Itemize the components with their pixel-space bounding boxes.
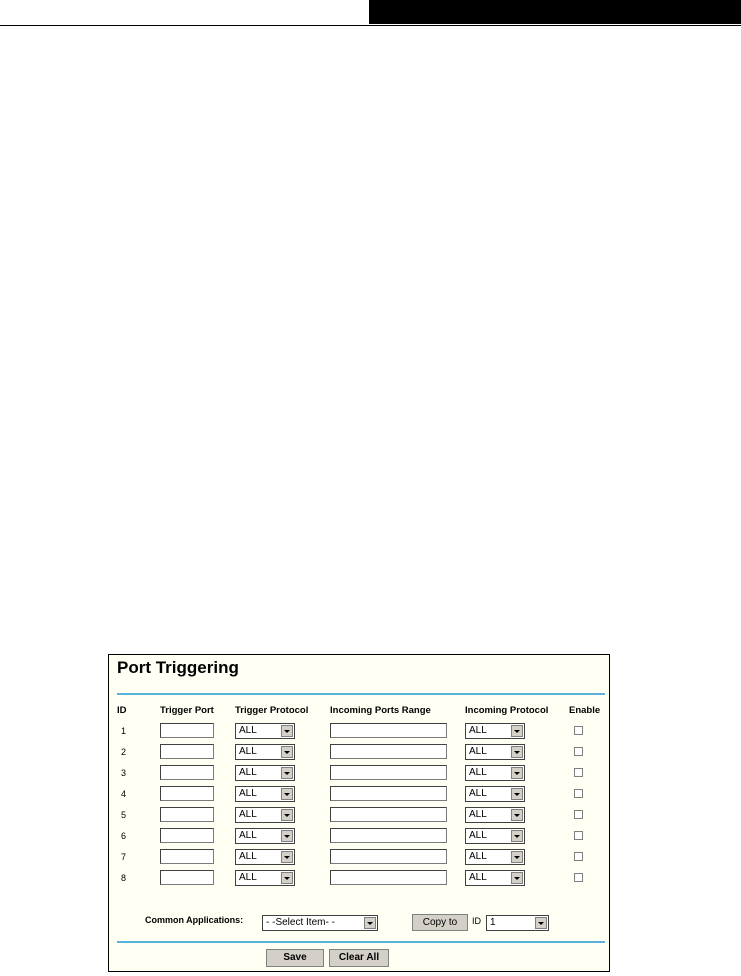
chevron-down-icon [535,917,547,929]
trigger-protocol-select[interactable] [235,786,295,802]
trigger-protocol-value: ALL [239,746,257,757]
incoming-protocol-value: ALL [469,809,487,820]
trigger-port-input[interactable] [160,723,214,738]
incoming-protocol-value: ALL [469,746,487,757]
common-applications-select[interactable] [262,915,378,931]
trigger-protocol-select[interactable] [235,807,295,823]
common-applications-label: Common Applications: [145,915,244,925]
trigger-protocol-value: ALL [239,809,257,820]
chevron-down-icon [511,830,523,842]
table-row [109,786,609,807]
incoming-ports-range-input[interactable] [330,744,447,759]
incoming-protocol-value: ALL [469,725,487,736]
chevron-down-icon [511,725,523,737]
enable-checkbox[interactable] [574,726,583,735]
trigger-port-input[interactable] [160,786,214,801]
incoming-protocol-select[interactable] [465,870,525,886]
trigger-port-input[interactable] [160,849,214,864]
enable-checkbox[interactable] [574,789,583,798]
incoming-protocol-value: ALL [469,872,487,883]
row-id: 3 [121,768,127,778]
trigger-port-input[interactable] [160,828,214,843]
incoming-protocol-value: ALL [469,851,487,862]
copy-id-value: 1 [490,917,496,928]
chevron-down-icon [281,872,293,884]
chevron-down-icon [281,851,293,863]
incoming-ports-range-input[interactable] [330,723,447,738]
trigger-port-input[interactable] [160,744,214,759]
incoming-protocol-value: ALL [469,788,487,799]
chevron-down-icon [281,788,293,800]
header-id: ID [117,705,127,716]
enable-checkbox[interactable] [574,852,583,861]
enable-checkbox[interactable] [574,831,583,840]
trigger-protocol-select[interactable] [235,870,295,886]
incoming-ports-range-input[interactable] [330,807,447,822]
header-incoming-ports-range: Incoming Ports Range [330,705,431,716]
copy-id-label: ID [472,916,481,926]
common-applications-value: - -Select Item- - [266,917,335,928]
incoming-ports-range-input[interactable] [330,849,447,864]
chevron-down-icon [511,809,523,821]
footer-divider [117,941,605,943]
header-incoming-protocol: Incoming Protocol [465,705,549,716]
enable-checkbox[interactable] [574,747,583,756]
incoming-protocol-select[interactable] [465,828,525,844]
row-id: 6 [121,831,127,841]
incoming-protocol-select[interactable] [465,744,525,760]
chevron-down-icon [364,917,376,929]
trigger-protocol-select[interactable] [235,828,295,844]
trigger-protocol-select[interactable] [235,744,295,760]
clear-all-button[interactable]: Clear All [329,949,389,967]
header-rule [0,25,741,26]
row-id: 4 [121,789,127,799]
incoming-ports-range-input[interactable] [330,786,447,801]
enable-checkbox[interactable] [574,873,583,882]
chevron-down-icon [511,872,523,884]
table-row [109,828,609,849]
row-id: 1 [121,726,127,736]
chevron-down-icon [281,809,293,821]
trigger-port-input[interactable] [160,807,214,822]
table-row [109,870,609,891]
row-id: 7 [121,852,127,862]
chevron-down-icon [281,725,293,737]
chevron-down-icon [511,767,523,779]
header-enable: Enable [569,705,601,716]
incoming-ports-range-input[interactable] [330,870,447,885]
incoming-protocol-select[interactable] [465,807,525,823]
enable-checkbox[interactable] [574,810,583,819]
header-black-bar [369,0,741,24]
table-row [109,807,609,828]
copy-id-select[interactable] [486,915,549,931]
table-row [109,744,609,765]
trigger-protocol-value: ALL [239,851,257,862]
incoming-protocol-select[interactable] [465,765,525,781]
enable-checkbox[interactable] [574,768,583,777]
incoming-ports-range-input[interactable] [330,828,447,843]
trigger-port-input[interactable] [160,870,214,885]
table-row [109,849,609,870]
trigger-protocol-value: ALL [239,788,257,799]
chevron-down-icon [511,746,523,758]
trigger-protocol-value: ALL [239,767,257,778]
save-button[interactable]: Save [266,949,324,967]
port-triggering-panel [108,654,610,972]
incoming-protocol-select[interactable] [465,849,525,865]
trigger-protocol-select[interactable] [235,765,295,781]
trigger-protocol-select[interactable] [235,723,295,739]
trigger-port-input[interactable] [160,765,214,780]
chevron-down-icon [511,851,523,863]
incoming-protocol-value: ALL [469,830,487,841]
trigger-protocol-value: ALL [239,725,257,736]
incoming-ports-range-input[interactable] [330,765,447,780]
table-row [109,765,609,786]
incoming-protocol-select[interactable] [465,723,525,739]
row-id: 5 [121,810,127,820]
trigger-protocol-select[interactable] [235,849,295,865]
title-divider [117,693,605,695]
incoming-protocol-select[interactable] [465,786,525,802]
header-trigger-protocol: Trigger Protocol [235,705,309,716]
chevron-down-icon [511,788,523,800]
copy-to-button[interactable]: Copy to [412,914,468,931]
chevron-down-icon [281,767,293,779]
chevron-down-icon [281,746,293,758]
page-title: Port Triggering [117,658,239,677]
row-id: 8 [121,873,127,883]
trigger-protocol-value: ALL [239,830,257,841]
table-row [109,723,609,744]
header-trigger-port: Trigger Port [160,705,214,716]
row-id: 2 [121,747,127,757]
trigger-protocol-value: ALL [239,872,257,883]
chevron-down-icon [281,830,293,842]
incoming-protocol-value: ALL [469,767,487,778]
